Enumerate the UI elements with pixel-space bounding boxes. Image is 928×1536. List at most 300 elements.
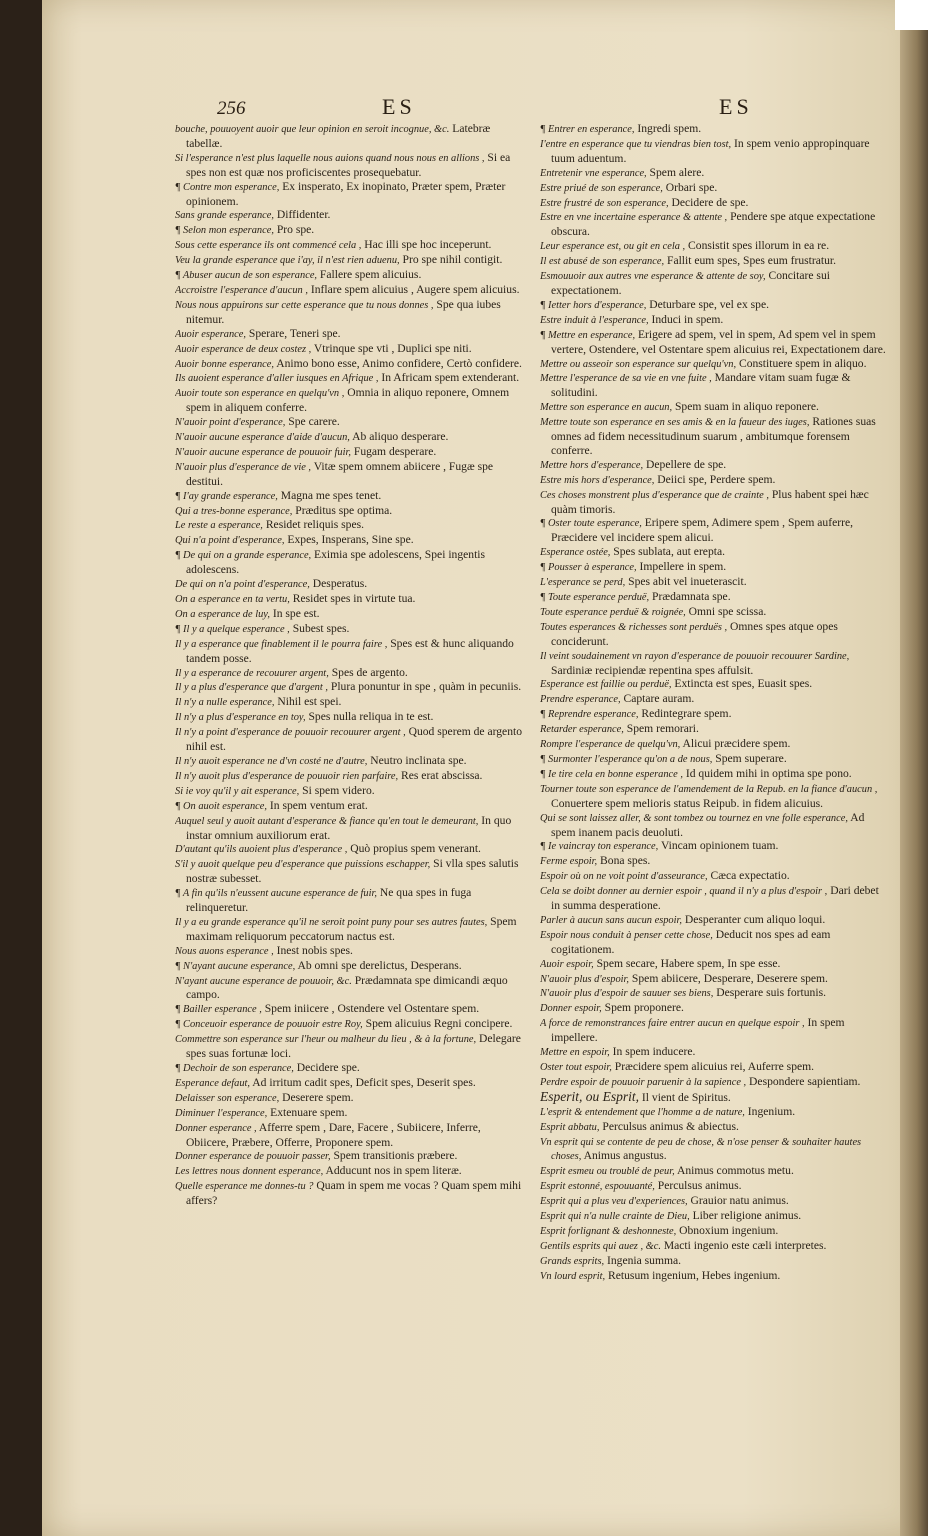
- dictionary-entry: [540, 415, 890, 458]
- latin-translation: Constituere spem in aliquo.: [736, 356, 867, 370]
- french-phrase: Estre priué de son esperance,: [540, 182, 663, 194]
- latin-translation: Diffidenter.: [273, 208, 331, 222]
- latin-translation: Grauior natu animus.: [687, 1194, 789, 1208]
- latin-translation: Omnes spes atque opes conciderunt.: [551, 619, 838, 648]
- latin-translation: Cæca expectatio.: [707, 869, 790, 883]
- dictionary-entry: [175, 637, 525, 666]
- latin-translation: Decidere de spe.: [668, 195, 749, 209]
- french-phrase: Il n'y auoit plus d'esperance de pouuoir rien parfaire,: [175, 770, 399, 782]
- latin-translation: Spem iniicere , Ostendere vel Ostentare spem.: [261, 1002, 480, 1016]
- dictionary-entry: [540, 590, 890, 605]
- french-phrase: Retarder esperance,: [540, 724, 624, 736]
- french-phrase: Il n'y a point d'esperance de pouuoir recouurer argent ,: [175, 727, 406, 739]
- latin-translation: Pro spe nihil contigit.: [399, 253, 503, 267]
- dictionary-entry: [540, 575, 890, 590]
- latin-translation: Spe qua iubes nitemur.: [186, 297, 501, 326]
- latin-translation: Præditus spe optima.: [292, 503, 393, 517]
- latin-translation: Quò propius spem venerant.: [347, 842, 481, 856]
- french-phrase: N'auoir plus d'esperance de vie ,: [175, 461, 312, 473]
- french-phrase: N'auoir plus d'espoir de sauuer ses biens,: [540, 988, 714, 1000]
- french-phrase: De qui on n'a point d'esperance,: [175, 579, 310, 591]
- latin-translation: In spem ventum erat.: [267, 798, 368, 812]
- dictionary-entry: [540, 328, 890, 357]
- latin-translation: Decidere spe.: [293, 1061, 360, 1074]
- latin-translation: Plus habent spei hæc quàm timoris.: [551, 487, 869, 516]
- dictionary-entry: [175, 915, 525, 944]
- french-phrase: Qui se sont laissez aller, & sont tombez ou tournez en vne folle esperance,: [540, 812, 848, 824]
- french-phrase: Il n'y auoit esperance ne d'vn costé ne d'autre,: [175, 755, 368, 767]
- french-phrase: Parler à aucun sans aucun espoir,: [540, 914, 682, 926]
- latin-translation: Subest spes.: [289, 621, 350, 635]
- french-phrase: Sans grande esperance,: [175, 210, 274, 222]
- latin-translation: Eximia spe adolescens, Spei ingentis adolescens.: [186, 548, 486, 577]
- french-phrase: Oster tout espoir,: [540, 1062, 612, 1073]
- french-phrase: Le reste a esperance,: [175, 520, 263, 532]
- dictionary-entry: [175, 122, 525, 151]
- french-phrase: Auquel seul y auoit autant d'esperance & fiance qu'en tout le demeurant,: [175, 815, 479, 827]
- latin-translation: Extincta est spes, Euasit spes.: [671, 677, 813, 691]
- french-phrase: ¶ Toute esperance perduë,: [540, 592, 650, 603]
- latin-translation: Ex insperato, Ex inopinato, Præter spem, Præter opinionem.: [186, 179, 506, 208]
- french-phrase: Il est abusé de son esperance,: [540, 256, 665, 268]
- latin-translation: Ad irritum cadit spes, Deficit spes, Deserit spes.: [250, 1075, 476, 1089]
- dictionary-entry: [175, 533, 525, 548]
- dictionary-entry: [175, 460, 525, 489]
- dictionary-entry: [540, 1269, 890, 1284]
- french-phrase: ¶ Ie vaincray ton esperance,: [540, 841, 659, 853]
- french-phrase: Entretenir vne esperance,: [540, 167, 647, 179]
- latin-translation: Spe carere.: [285, 415, 340, 429]
- dictionary-entry: [540, 458, 890, 473]
- dictionary-entry: [540, 313, 890, 328]
- french-phrase: Qui n'a point d'esperance,: [175, 535, 285, 547]
- dictionary-entry: [175, 268, 525, 283]
- dictionary-entry: [175, 1061, 525, 1076]
- dictionary-entry: [540, 545, 890, 560]
- dictionary-entry: [540, 737, 890, 752]
- french-phrase: Gentils esprits qui auez , &c.: [540, 1240, 661, 1252]
- latin-translation: In spem inducere.: [609, 1045, 696, 1059]
- dictionary-entry: [540, 1239, 890, 1254]
- dictionary-entry: [175, 1106, 525, 1121]
- french-phrase: ¶ Ietter hors d'esperance,: [540, 299, 647, 311]
- french-phrase: Esperance defaut,: [175, 1077, 251, 1089]
- dictionary-entry: [540, 957, 890, 972]
- french-phrase: Espoir où on ne voit point d'asseurance,: [540, 871, 708, 883]
- dictionary-entry: [175, 1002, 525, 1017]
- latin-translation: Retusum ingenium, Hebes ingenium.: [605, 1268, 781, 1282]
- french-phrase: ¶ Ie tire cela en bonne esperance ,: [540, 768, 683, 780]
- latin-translation: Delegare spes suas fortunæ loci.: [186, 1032, 521, 1061]
- dictionary-entry: [175, 430, 525, 445]
- latin-translation: Prædamnata spe.: [649, 590, 731, 603]
- dictionary-entry: [175, 445, 525, 460]
- latin-translation: Res erat abscissa.: [398, 768, 483, 782]
- french-phrase: Il y a esperance que finablement il le pourra faire ,: [175, 638, 388, 650]
- dictionary-entry: [540, 986, 890, 1001]
- french-phrase: Quelle esperance me donnes-tu ?: [175, 1181, 314, 1193]
- dictionary-entry: [540, 560, 890, 575]
- french-phrase: Donner esperance de pouuoir passer,: [175, 1151, 331, 1163]
- french-phrase: Toute esperance perduë & roignée,: [540, 606, 686, 618]
- dictionary-entry: [540, 854, 890, 869]
- french-phrase: Prendre esperance,: [540, 694, 621, 706]
- latin-translation: Spes est & hunc aliquando tandem posse.: [186, 636, 514, 665]
- latin-translation: Spem abiicere, Desperare, Deserere spem.: [629, 971, 828, 985]
- dictionary-entry: [175, 754, 525, 769]
- french-phrase: Esprit forlignant & deshonneste,: [540, 1225, 677, 1237]
- dictionary-entry: [175, 208, 525, 223]
- latin-translation: Ingredi spem.: [634, 122, 702, 135]
- dictionary-entry: [175, 415, 525, 430]
- latin-translation: Pendere spe atque expectatione obscura.: [551, 210, 876, 239]
- latin-translation: Deiici spe, Perdere spem.: [654, 472, 776, 486]
- page-header: [177, 94, 928, 124]
- latin-translation: Conuertere spem melioris status Reipub. in fidem alicuius.: [551, 796, 824, 810]
- dictionary-entry: [175, 357, 525, 372]
- french-phrase: Si ie voy qu'il y ait esperance,: [175, 785, 300, 797]
- latin-translation: Nihil est spei.: [274, 695, 342, 709]
- french-phrase: Accroistre l'esperance d'aucun ,: [175, 284, 308, 296]
- dictionary-entry: [175, 1017, 525, 1032]
- latin-translation: Impellere in spem.: [636, 560, 727, 574]
- latin-translation: Fallere spem alicuius.: [317, 268, 422, 282]
- dictionary-entry: [540, 1120, 890, 1135]
- dictionary-entry: [540, 782, 890, 811]
- latin-translation: Perculsus animus & abiectus.: [599, 1119, 739, 1133]
- latin-translation: Spem suam in aliquo reponere.: [672, 400, 819, 414]
- french-phrase: Il veint soudainement vn rayon d'esperance de pouuoir recouurer Sardine,: [540, 650, 850, 662]
- french-phrase: Esprit estonné, espouuanté,: [540, 1181, 655, 1193]
- dictionary-entry: [175, 607, 525, 622]
- french-phrase: N'auoir point d'esperance,: [175, 417, 286, 429]
- dictionary-entry: [175, 504, 525, 519]
- latin-translation: Ab omni spe derelictus, Desperans.: [295, 958, 462, 972]
- latin-translation: Ingenium.: [744, 1104, 796, 1118]
- french-phrase: On a esperance en ta vertu,: [175, 594, 290, 605]
- french-phrase: Esperance est faillie ou perduë,: [540, 679, 672, 691]
- dictionary-entry: [540, 400, 890, 415]
- dictionary-entry: [540, 473, 890, 488]
- dictionary-entry: [175, 725, 525, 754]
- latin-translation: Residet spes in virtute tua.: [289, 592, 416, 605]
- latin-translation: Deserere spem.: [279, 1090, 354, 1104]
- latin-translation: Captare auram.: [620, 692, 695, 706]
- dictionary-entry: [540, 298, 890, 313]
- french-phrase: Il y a esperance de recouurer argent,: [175, 667, 329, 679]
- dictionary-entry: [175, 974, 525, 1003]
- dictionary-entry: [175, 1076, 525, 1091]
- latin-translation: Fugam desperare.: [350, 444, 437, 458]
- dictionary-entry: [540, 869, 890, 884]
- french-phrase: Mettre en espoir,: [540, 1047, 610, 1059]
- french-phrase: Mettre hors d'esperance,: [540, 459, 644, 471]
- latin-translation: Sardiniæ recipiendæ repentina spes affulsit.: [551, 663, 754, 677]
- dictionary-entry: [175, 959, 525, 974]
- french-phrase: ¶ De qui on a grande esperance,: [175, 550, 312, 562]
- left-running-head: ES: [382, 94, 416, 119]
- latin-translation: Deturbare spe, vel ex spe.: [646, 297, 769, 311]
- french-phrase: S'il y auoit quelque peu d'esperance que puissions eschapper,: [175, 859, 431, 871]
- latin-translation: Vitæ spem omnem abiicere , Fugæ spe destitui.: [186, 459, 494, 488]
- french-phrase: ¶ Surmonter l'esperance qu'on a de nous,: [540, 753, 713, 765]
- dictionary-entry: [175, 842, 525, 857]
- dictionary-entry: [540, 1135, 890, 1165]
- french-phrase: Si l'esperance n'est plus laquelle nous auions quand nous nous en allions ,: [175, 152, 485, 164]
- dictionary-entry: [175, 223, 525, 238]
- latin-translation: Macti ingenio este cæli interpretes.: [660, 1238, 827, 1252]
- latin-translation: Animus commotus metu.: [674, 1164, 794, 1178]
- latin-translation: Spes sublata, aut erepta.: [610, 545, 726, 559]
- latin-translation: Prædamnata spe dimicandi æquo campo.: [186, 973, 508, 1002]
- dictionary-entry: [540, 488, 890, 517]
- dictionary-entry: [540, 516, 890, 545]
- french-phrase: N'auoir plus d'espoir,: [540, 973, 630, 985]
- french-phrase: Toutes esperances & richesses sont perduës ,: [540, 621, 728, 633]
- dictionary-entry: [175, 1091, 525, 1106]
- french-phrase: Auoir esperance,: [175, 328, 246, 340]
- french-phrase: A force de remonstrances faire entrer aucun en quelque espoir ,: [540, 1018, 805, 1030]
- latin-translation: Si ea spes non est quæ nos proficiscentes prosequebatur.: [186, 150, 511, 179]
- dictionary-entry: [540, 1179, 890, 1194]
- dictionary-entry: [175, 548, 525, 577]
- latin-translation: Spem secare, Habere spem, In spe esse.: [593, 956, 781, 970]
- latin-translation: In spem impellere.: [551, 1016, 845, 1045]
- dictionary-entry: [175, 489, 525, 504]
- dictionary-entry: [540, 649, 890, 678]
- dictionary-entry: [175, 386, 525, 415]
- latin-translation: Magna me spes tenet.: [277, 488, 382, 502]
- latin-translation: Ne qua spes in fuga relinqueretur.: [186, 886, 472, 915]
- french-phrase: ¶ Dechoir de son esperance,: [175, 1063, 294, 1074]
- latin-translation: Omni spe scissa.: [685, 604, 767, 618]
- french-phrase: Donner espoir,: [540, 1003, 602, 1015]
- french-phrase: ¶ Contre mon esperance,: [175, 181, 280, 193]
- dictionary-entry: [540, 239, 890, 254]
- latin-translation: Spes nulla reliqua in te est.: [305, 710, 434, 724]
- french-phrase: Les lettres nous donnent esperance,: [175, 1166, 324, 1178]
- french-phrase: Esprit abbatu,: [540, 1121, 600, 1133]
- french-phrase: Estre mis hors d'esperance,: [540, 474, 655, 486]
- french-phrase: Qui a tres-bonne esperance,: [175, 505, 293, 517]
- latin-translation: In spem venio appropinquare tuum aduentum.: [551, 136, 870, 165]
- french-phrase: On a esperance de luy,: [175, 608, 270, 620]
- french-phrase: ¶ Bailler esperance ,: [175, 1004, 262, 1016]
- french-phrase: Esprit esmeu ou troublé de peur,: [540, 1166, 675, 1178]
- french-phrase: N'ayant aucune esperance de pouuoir, &c.: [175, 975, 352, 987]
- latin-translation: Si vlla spes salutis nostræ subesset.: [186, 857, 519, 886]
- latin-translation: Spes abit vel inueterascit.: [625, 575, 747, 589]
- dictionary-entry: [540, 1164, 890, 1179]
- latin-translation: Desperare suis fortunis.: [713, 986, 826, 1000]
- dictionary-entry: [540, 1016, 890, 1045]
- dictionary-entry: [540, 137, 890, 166]
- latin-translation: Quam in spem me vocas ? Quam spem mihi affers?: [186, 1179, 522, 1208]
- latin-translation: Desperanter cum aliquo loqui.: [682, 912, 826, 926]
- french-phrase: bouche, pouuoyent auoir que leur opinion en seroit incognue, &c.: [175, 124, 450, 135]
- dictionary-entry: [540, 677, 890, 692]
- french-phrase: Estre frustré de son esperance,: [540, 197, 669, 209]
- french-phrase: Leur esperance est, ou git en cela ,: [540, 241, 686, 253]
- latin-translation: Inflare spem alicuius , Augere spem alicuius.: [307, 282, 520, 296]
- french-phrase: Il y a eu grande esperance qu'il ne seroit point puny pour ses autres fautes,: [175, 916, 488, 928]
- dictionary-entry: [540, 972, 890, 987]
- french-phrase: Grands esprits,: [540, 1255, 605, 1267]
- right-running-head: ES: [719, 94, 753, 119]
- french-phrase: ¶ N'ayant aucune esperance,: [175, 960, 296, 972]
- latin-translation: Spem maximam reliquorum peccatorum nactus est.: [186, 914, 517, 943]
- dictionary-entry: [175, 1032, 525, 1061]
- french-phrase: Ferme espoir,: [540, 856, 598, 868]
- page-number: 256: [217, 98, 246, 119]
- french-phrase: ¶ Conceuoir esperance de pouuoir estre Roy,: [175, 1019, 363, 1031]
- dictionary-entry: [540, 357, 890, 372]
- dictionary-entry: [540, 605, 890, 620]
- french-phrase: N'auoir aucune esperance de pouuoir fuir,: [175, 446, 351, 458]
- french-phrase: Auoir toute son esperance en quelqu'vn ,: [175, 388, 345, 400]
- latin-translation: Il vient de Spiritus.: [639, 1090, 731, 1104]
- french-phrase: ¶ Abuser aucun de son esperance,: [175, 270, 318, 282]
- french-phrase: Esmouuoir aux autres vne esperance & attente de soy,: [540, 271, 766, 283]
- dictionary-entry: [540, 166, 890, 181]
- french-phrase: Auoir espoir,: [540, 958, 594, 970]
- latin-translation: Vtrinque spe vti , Duplici spe niti.: [311, 341, 472, 355]
- latin-translation: Erigere ad spem, vel in spem, Ad spem vel in spem vertere, Ostendere, vel Ostentare spem alicuius rei, Expectationem dare.: [551, 327, 886, 356]
- french-phrase: Sous cette esperance ils ont commencé cela ,: [175, 240, 362, 252]
- dictionary-entry: [540, 707, 890, 722]
- french-phrase: Mettre toute son esperance en ses amis & en la faueur des iuges,: [540, 417, 810, 429]
- dictionary-entry: [175, 1121, 525, 1150]
- latin-translation: Ingenia summa.: [604, 1253, 682, 1267]
- latin-translation: Spem proponere.: [601, 1001, 684, 1015]
- latin-translation: Plura ponuntur in spe , quàm in pecuniis.: [327, 680, 522, 694]
- dictionary-entry: [540, 692, 890, 707]
- french-phrase: Il y a plus d'esperance que d'argent ,: [175, 682, 328, 694]
- dictionary-entry: [175, 695, 525, 710]
- dictionary-entry: [540, 913, 890, 928]
- dictionary-entry: [540, 1001, 890, 1016]
- french-phrase: Estre en vne incertaine esperance & attente ,: [540, 212, 728, 224]
- dictionary-entry: [540, 1254, 890, 1269]
- latin-translation: Bona spes.: [597, 854, 651, 868]
- french-phrase: L'esprit & entendement que l'homme a de nature,: [540, 1106, 745, 1118]
- dictionary-entry: [175, 342, 525, 357]
- latin-translation: Animus angustus.: [581, 1149, 667, 1163]
- dictionary-entry: [175, 518, 525, 533]
- latin-translation: Quod sperem de argento nihil est.: [186, 725, 523, 754]
- french-phrase: ¶ I'ay grande esperance,: [175, 490, 278, 502]
- french-phrase: I'entre en esperance que tu viendras bien tost,: [540, 138, 732, 150]
- latin-translation: Animo bono esse, Animo confidere, Certò confidere.: [273, 356, 522, 370]
- french-phrase: ¶ A fin qu'ils n'eussent aucune esperance de fuir,: [175, 888, 377, 900]
- dictionary-entry: [540, 722, 890, 737]
- dictionary-entry: [175, 680, 525, 695]
- dictionary-entry: [540, 1209, 890, 1224]
- french-phrase: Mettre ou asseoir son esperance sur quelqu'vn,: [540, 358, 737, 370]
- latin-translation: Despondere sapientiam.: [746, 1074, 861, 1088]
- french-phrase: Tourner toute son esperance de l'amendement de la Repub. en la fiance d'aucun ,: [540, 783, 878, 795]
- dictionary-entry: [175, 857, 525, 886]
- latin-translation: Id quidem mihi in optima spe pono.: [682, 766, 852, 780]
- dictionary-entry: [540, 884, 890, 913]
- french-phrase: Rompre l'esperance de quelqu'vn,: [540, 739, 681, 751]
- latin-translation: Desperatus.: [309, 577, 368, 591]
- latin-translation: Mandare vitam suam fugæ & solitudini.: [551, 371, 851, 400]
- dictionary-entry: [175, 799, 525, 814]
- latin-translation: Deducit nos spes ad eam cogitationem.: [551, 927, 831, 956]
- dictionary-entry: [175, 1179, 525, 1208]
- french-phrase: Esperit, ou Esprit,: [540, 1088, 640, 1104]
- french-phrase: ¶ Il y a quelque esperance ,: [175, 623, 290, 635]
- dictionary-entry: [540, 1105, 890, 1120]
- french-phrase: Ces choses monstrent plus d'esperance que de crainte ,: [540, 489, 769, 501]
- dictionary-entry: [540, 767, 890, 782]
- french-phrase: Auoir bonne esperance,: [175, 358, 274, 370]
- french-phrase: Mettre l'esperance de sa vie en vne fuite ,: [540, 373, 712, 385]
- latin-translation: Neutro inclinata spe.: [367, 753, 467, 767]
- french-phrase: Il n'y a plus d'esperance en toy,: [175, 712, 306, 724]
- latin-translation: Ad spem inanem pacis deuoluti.: [551, 810, 865, 839]
- dictionary-entry: [175, 1149, 525, 1164]
- dictionary-entry: [540, 1045, 890, 1060]
- latin-translation: Depellere de spe.: [643, 457, 727, 471]
- dictionary-entry: [175, 769, 525, 784]
- french-phrase: Veu la grande esperance que i'ay, il n'est rien aduenu,: [175, 255, 400, 267]
- latin-translation: Rationes suas omnes ad fidem necessitudinum suarum , ambitumque forensem conferre.: [551, 415, 876, 457]
- dictionary-entry: [175, 666, 525, 681]
- dictionary-entry: [540, 1075, 890, 1090]
- dictionary-entry: [540, 839, 890, 854]
- dictionary-entry: [540, 1090, 890, 1105]
- latin-translation: In Africam spem extenderant.: [378, 371, 520, 385]
- latin-translation: Expes, Insperans, Sine spe.: [284, 533, 414, 547]
- dictionary-entry: [175, 180, 525, 209]
- dictionary-entry: [175, 592, 525, 607]
- french-phrase: Estre induit à l'esperance,: [540, 314, 649, 326]
- french-phrase: ¶ Oster toute esperance,: [540, 518, 642, 530]
- latin-translation: Præcidere spem alicuius rei, Auferre spem.: [611, 1060, 815, 1073]
- latin-translation: Vincam opinionem tuam.: [658, 839, 779, 853]
- latin-translation: Ab aliquo desperare.: [349, 430, 449, 444]
- latin-translation: Si spem videro.: [299, 783, 375, 797]
- dictionary-entry: [540, 371, 890, 400]
- background-strip: [895, 0, 928, 30]
- french-phrase: L'esperance se perd,: [540, 577, 626, 589]
- french-phrase: Diminuer l'esperance,: [175, 1107, 268, 1119]
- latin-translation: Redintegrare spem.: [638, 707, 732, 721]
- french-phrase: Cela se doibt donner au dernier espoir , quand il n'y a plus d'espoir ,: [540, 886, 828, 898]
- dictionary-entry: [175, 283, 525, 298]
- french-phrase: ¶ On auoit esperance,: [175, 800, 268, 812]
- french-phrase: D'autant qu'ils auoient plus d'esperance ,: [175, 844, 348, 856]
- french-phrase: ¶ Mettre en esperance,: [540, 329, 636, 341]
- latin-translation: Consistit spes illorum in ea re.: [685, 239, 830, 253]
- french-phrase: Vn esprit qui se contente de peu de chose, & n'ose penser & souhaiter hautes choses,: [540, 1136, 862, 1163]
- latin-translation: Hac illi spe hoc inceperunt.: [361, 238, 492, 252]
- latin-translation: Dari debet in summa desperatione.: [551, 884, 879, 913]
- dictionary-entry: [540, 181, 890, 196]
- french-phrase: Nous nous appuirons sur cette esperance que tu nous donnes ,: [175, 299, 434, 311]
- dictionary-entry: [540, 1194, 890, 1209]
- latin-translation: Pro spe.: [273, 223, 315, 237]
- dictionary-entry: [175, 327, 525, 342]
- french-phrase: Vn lourd esprit,: [540, 1270, 606, 1282]
- latin-translation: Induci in spem.: [648, 312, 724, 326]
- dictionary-entry: [175, 298, 525, 327]
- latin-translation: Adducunt nos in spem literæ.: [323, 1164, 462, 1178]
- french-phrase: Nous auons esperance ,: [175, 945, 274, 957]
- latin-translation: Residet reliquis spes.: [262, 518, 365, 532]
